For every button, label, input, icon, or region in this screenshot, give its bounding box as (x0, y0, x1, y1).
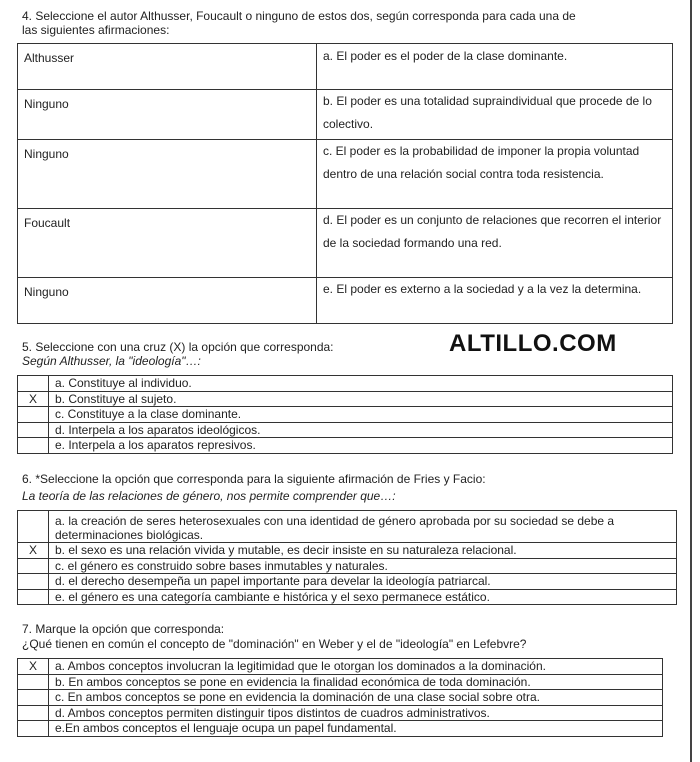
q4-statement-b: b. El poder es una totalidad supraindividual que procede de lo colectivo. (317, 90, 673, 140)
altillo-logo: ALTILLO.COM (449, 330, 617, 357)
page-edge-line (690, 0, 692, 762)
q7-mark-d[interactable] (18, 705, 49, 721)
q4-statement-c: c. El poder es la probabilidad de imponer la propia voluntad dentro de una relación social contra toda resistencia. (317, 140, 673, 209)
table-row (18, 438, 673, 454)
q7-mark-b[interactable] (18, 674, 49, 690)
table-row (18, 721, 663, 737)
q6-option-d: d. el derecho desempeña un papel importante para develar la ideología patriarcal. (49, 574, 677, 590)
q7-mark-a[interactable]: X (18, 659, 49, 675)
table-row (18, 407, 673, 423)
table-row (18, 589, 677, 605)
q6-option-e: e. el género es una categoría cambiante e histórica y el sexo permanece estático. (49, 589, 677, 605)
table-row (18, 659, 663, 675)
q7-option-b: b. En ambos conceptos se pone en evidencia la finalidad económica de toda dominación. (49, 674, 663, 690)
q7-option-a: a. Ambos conceptos involucran la legitimidad que le otorgan los dominados a la dominación. (49, 659, 663, 675)
q5-mark-a[interactable] (18, 376, 49, 392)
q4-answer-a[interactable]: Althusser (18, 44, 317, 90)
q4-answer-d[interactable]: Foucault (18, 209, 317, 278)
q4-statement-d: d. El poder es un conjunto de relaciones que recorren el interior de la sociedad formando una red. (317, 209, 673, 278)
q7-table (17, 658, 663, 737)
q4-statement-a: a. El poder es el poder de la clase dominante. (317, 44, 673, 90)
q6-mark-a[interactable] (18, 511, 49, 543)
q4-prompt: 4. Seleccione el autor Althusser, Foucault o ninguno de estos dos, según corresponda para cada una de las siguientes afirmaciones: (22, 9, 576, 37)
q5-table (17, 375, 673, 454)
table-row (18, 422, 673, 438)
q6-mark-b[interactable]: X (18, 543, 49, 559)
q7-option-c: c. En ambos conceptos se pone en evidencia la dominación de una clase social sobre otra. (49, 690, 663, 706)
q7-mark-e[interactable] (18, 721, 49, 737)
table-row (18, 558, 677, 574)
q7-mark-c[interactable] (18, 690, 49, 706)
q4-answer-b[interactable]: Ninguno (18, 90, 317, 140)
q6-prompt: 6. *Seleccione la opción que corresponda para la siguiente afirmación de Fries y Facio: La teoría de las relaciones de género, nos permite comprender que…: (22, 472, 486, 503)
q7-prompt: 7. Marque la opción que corresponda: ¿Qué tienen en común el concepto de "dominación" en Weber y el de "ideología" en Lefebvre? (22, 622, 527, 651)
q5-mark-b[interactable]: X (18, 391, 49, 407)
table-row (18, 574, 677, 590)
q5-mark-c[interactable] (18, 407, 49, 423)
table-row (18, 705, 663, 721)
q5-mark-e[interactable] (18, 438, 49, 454)
q6-table (17, 510, 677, 605)
q6-mark-d[interactable] (18, 574, 49, 590)
q4-statement-e: e. El poder es externo a la sociedad y a la vez la determina. (317, 278, 673, 324)
q6-option-a: a. la creación de seres heterosexuales con una identidad de género aprobada por su sociedad se debe a determinaciones biológicas. (49, 511, 677, 543)
table-row (18, 44, 673, 90)
q7-option-e: e.En ambos conceptos el lenguaje ocupa un papel fundamental. (49, 721, 663, 737)
q5-option-e: e. Interpela a los aparatos represivos. (49, 438, 673, 454)
table-row (18, 90, 673, 140)
q5-prompt: 5. Seleccione con una cruz (X) la opción que corresponda: Según Althusser, la "ideología"…: (22, 340, 334, 368)
table-row (18, 391, 673, 407)
table-row (18, 543, 677, 559)
table-row (18, 511, 677, 543)
q4-answer-e[interactable]: Ninguno (18, 278, 317, 324)
table-row (18, 140, 673, 209)
q6-mark-e[interactable] (18, 589, 49, 605)
q5-option-b: b. Constituye al sujeto. (49, 391, 673, 407)
q5-option-d: d. Interpela a los aparatos ideológicos. (49, 422, 673, 438)
q4-table (17, 43, 673, 324)
q4-answer-c[interactable]: Ninguno (18, 140, 317, 209)
table-row (18, 209, 673, 278)
q5-mark-d[interactable] (18, 422, 49, 438)
table-row (18, 278, 673, 324)
q7-option-d: d. Ambos conceptos permiten distinguir tipos distintos de cuadros administrativos. (49, 705, 663, 721)
table-row (18, 376, 673, 392)
q6-option-c: c. el género es construido sobre bases inmutables y naturales. (49, 558, 677, 574)
table-row (18, 690, 663, 706)
q6-mark-c[interactable] (18, 558, 49, 574)
q6-option-b: b. el sexo es una relación vivida y mutable, es decir insiste en su naturaleza relacional. (49, 543, 677, 559)
table-row (18, 674, 663, 690)
q5-option-c: c. Constituye a la clase dominante. (49, 407, 673, 423)
q5-option-a: a. Constituye al individuo. (49, 376, 673, 392)
